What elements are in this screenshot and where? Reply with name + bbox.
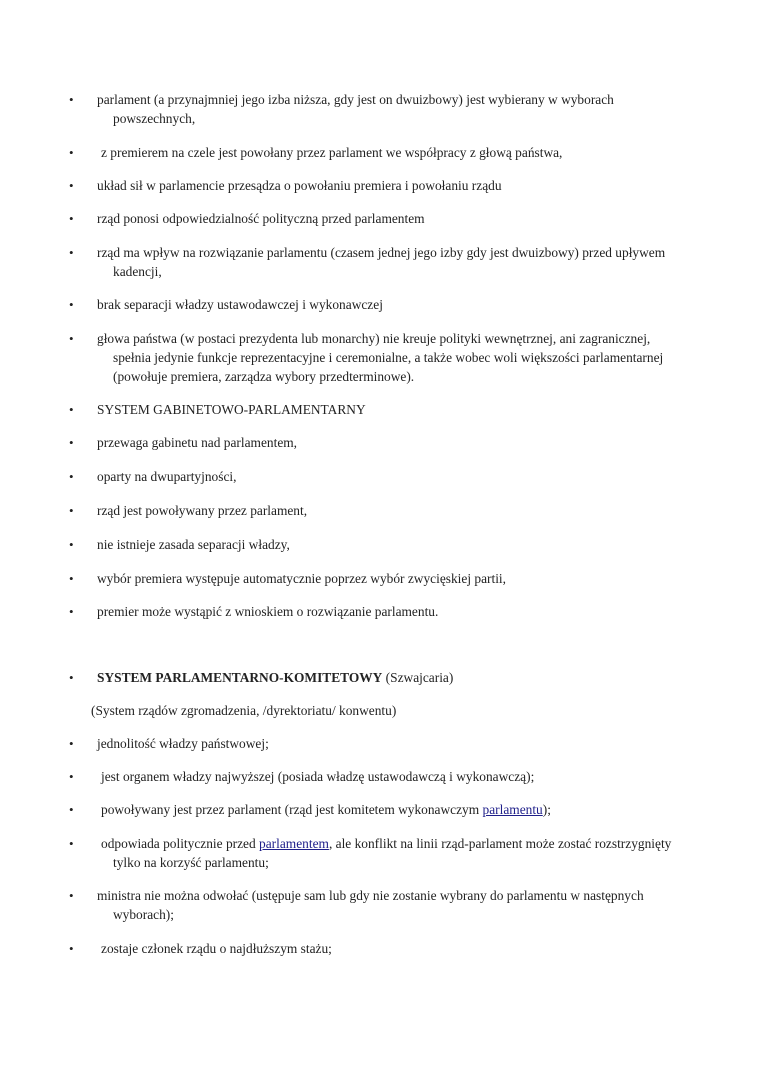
list-item: • przewaga gabinetu nad parlamentem,: [69, 435, 298, 450]
parlament-link[interactable]: parlamentu: [482, 802, 543, 817]
list-item: • premier może wystąpić z wnioskiem o rozwiązanie parlamentu.: [69, 604, 439, 619]
bullet-icon: •: [69, 145, 74, 160]
bullet-icon: •: [69, 331, 74, 346]
list-item: • jednolitość władzy państwowej;: [69, 736, 269, 751]
bullet-icon: •: [69, 402, 74, 417]
bullet-icon: •: [69, 435, 74, 450]
bullet-icon: •: [69, 571, 74, 586]
parlamentem-link[interactable]: parlamentem: [259, 836, 329, 851]
list-item: • oparty na dwupartyjności,: [69, 469, 237, 484]
list-item: • parlament (a przynajmniej jego izba niższa, gdy jest on dwuizbowy) jest wybierany w wyborach powszechnych,: [69, 92, 614, 126]
list-item: • rząd ma wpływ na rozwiązanie parlamentu (czasem jednej jego izby gdy jest dwuizbowy) przed upływem kadencji,: [69, 245, 666, 279]
list-item: • rząd jest powoływany przez parlament,: [69, 503, 308, 518]
list-item: • brak separacji władzy ustawodawczej i wykonawczej: [69, 297, 383, 312]
bullet-icon: •: [69, 297, 74, 312]
list-item: • jest organem władzy najwyższej (posiada władzę ustawodawczą i wykonawczą);: [69, 769, 535, 784]
list-item: • głowa państwa (w postaci prezydenta lub monarchy) nie kreuje polityki wewnętrznej, ani zagranicznej, spełnia jedynie funkcje reprezentacyjne i ceremonialne, a także wobec woli większości parlamentarnej (powołuje premiera, zarządza wybory przedterminowe).: [69, 331, 664, 384]
bullet-icon: •: [69, 604, 74, 619]
bullet-icon: •: [69, 802, 74, 817]
bullet-icon: •: [69, 503, 74, 518]
bullet-icon: •: [69, 888, 74, 903]
list-item: • zostaje członek rządu o najdłuższym stażu;: [69, 941, 332, 956]
bullet-icon: •: [69, 670, 74, 685]
bullet-icon: •: [69, 245, 74, 260]
list-item: • wybór premiera występuje automatycznie poprzez wybór zwycięskiej partii,: [69, 571, 507, 586]
bullet-icon: •: [69, 736, 74, 751]
list-item: • odpowiada politycznie przed parlamentem, ale konflikt na linii rząd-parlament może zostać rozstrzygnięty tylko na korzyść parlamentu;: [69, 836, 672, 870]
bullet-icon: •: [69, 941, 74, 956]
list-item: • nie istnieje zasada separacji władzy,: [69, 537, 290, 552]
bullet-icon: •: [69, 92, 74, 107]
section-subtitle: (System rządów zgromadzenia, /dyrektoriatu/ konwentu): [91, 703, 397, 718]
section-heading: • SYSTEM GABINETOWO-PARLAMENTARNY: [69, 402, 366, 417]
bullet-icon: •: [69, 469, 74, 484]
list-item: • rząd ponosi odpowiedzialność polityczną przed parlamentem: [69, 211, 425, 226]
bullet-icon: •: [69, 537, 74, 552]
list-item: • ministra nie można odwołać (ustępuje sam lub gdy nie zostanie wybrany do parlamentu w następnych wyborach);: [69, 888, 644, 922]
list-item: • układ sił w parlamencie przesądza o powołaniu premiera i powołaniu rządu: [69, 178, 502, 193]
bullet-icon: •: [69, 211, 74, 226]
list-item: • z premierem na czele jest powołany przez parlament we współpracy z głową państwa,: [69, 145, 563, 160]
section-heading: • SYSTEM PARLAMENTARNO-KOMITETOWY (Szwajcaria): [69, 670, 454, 685]
bullet-icon: •: [69, 836, 74, 851]
bullet-icon: •: [69, 178, 74, 193]
bullet-icon: •: [69, 769, 74, 784]
list-item: • powoływany jest przez parlament (rząd jest komitetem wykonawczym parlamentu);: [69, 802, 551, 817]
